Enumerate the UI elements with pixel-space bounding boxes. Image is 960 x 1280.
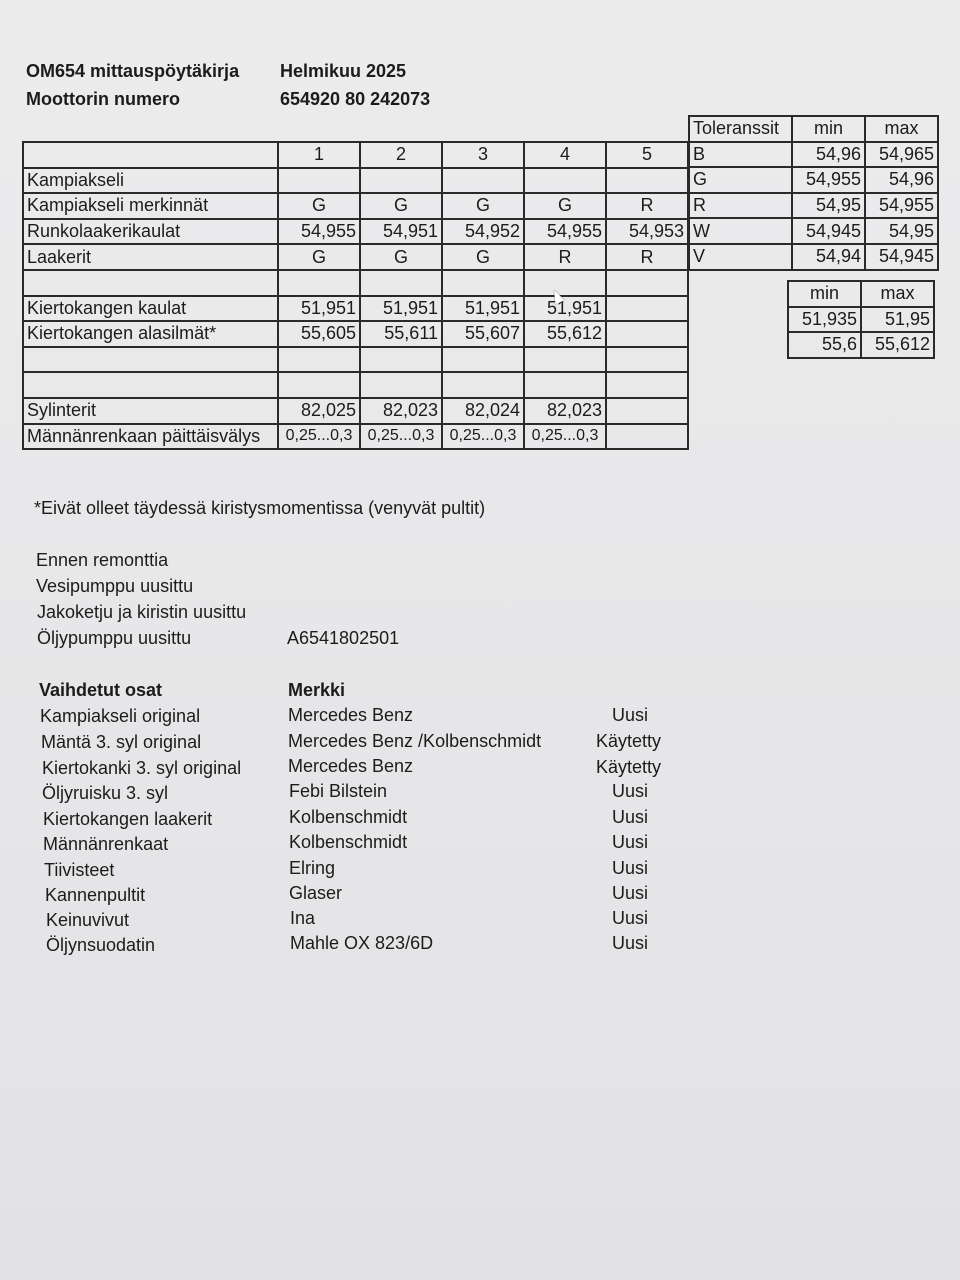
table-cell — [278, 270, 360, 296]
table-cell: 51,951 — [360, 296, 442, 322]
table-row — [23, 347, 688, 373]
column-header: Toleranssit — [689, 116, 792, 142]
row-label: Kampiakseli merkinnät — [23, 193, 278, 219]
table-row — [23, 193, 688, 219]
table-cell — [606, 372, 688, 398]
table-cell: 54,96 — [865, 167, 938, 193]
table-cell: R — [606, 244, 688, 270]
table-cell: 0,25...0,3 — [360, 424, 442, 450]
measurement-table — [22, 141, 689, 450]
table-cell — [606, 347, 688, 373]
table-cell — [442, 270, 524, 296]
part-status: Käytetty — [596, 731, 662, 751]
table-cell: 82,023 — [524, 398, 606, 424]
row-label — [23, 270, 278, 296]
table-cell — [524, 372, 606, 398]
table-row — [689, 244, 938, 270]
table-cell — [278, 168, 360, 194]
table-cell — [524, 270, 606, 296]
table-row — [689, 167, 938, 193]
table-row — [23, 296, 688, 322]
row-label: Sylinterit — [23, 398, 278, 424]
table-cell: 54,965 — [865, 142, 938, 168]
table-cell: 51,95 — [861, 307, 934, 333]
table-row — [23, 398, 688, 424]
table-header-row — [23, 142, 688, 168]
table-cell: G — [360, 244, 442, 270]
table-cell — [278, 372, 360, 398]
document-date: Helmikuu 2025 — [280, 61, 407, 81]
table-cell: 54,96 — [792, 142, 865, 168]
row-label: B — [689, 142, 792, 168]
table-cell: 51,951 — [524, 296, 606, 322]
table-cell: R — [524, 244, 606, 270]
engine-number-value: 654920 80 242073 — [280, 89, 431, 109]
table-cell: 51,935 — [788, 307, 861, 333]
column-header: 3 — [442, 142, 524, 168]
table-cell — [442, 372, 524, 398]
part-brand: Elring — [289, 858, 336, 878]
row-label: Laakerit — [23, 244, 278, 270]
row-label: Männänrenkaan päittäisvälys — [23, 424, 278, 450]
part-status: Uusi — [612, 832, 649, 852]
parts-header-brand: Merkki — [288, 680, 346, 700]
table-cell: 55,612 — [861, 332, 934, 358]
column-header: min — [792, 116, 865, 142]
table-row — [23, 424, 688, 450]
row-label: V — [689, 244, 792, 270]
table-cell: 55,6 — [788, 332, 861, 358]
table-cell: 55,611 — [360, 321, 442, 347]
part-name: Kampiakseli original — [40, 706, 201, 726]
table-cell: 54,955 — [524, 219, 606, 245]
part-name: Mäntä 3. syl original — [41, 732, 202, 752]
table-cell: 55,607 — [442, 321, 524, 347]
row-label: Kiertokangen kaulat — [23, 296, 278, 322]
part-status: Uusi — [612, 883, 649, 903]
column-header: 5 — [606, 142, 688, 168]
part-brand: Ina — [290, 908, 316, 928]
table-cell: 54,945 — [865, 244, 938, 270]
table-cell — [606, 270, 688, 296]
part-brand: Kolbenschmidt — [289, 807, 408, 827]
table-cell: 51,951 — [278, 296, 360, 322]
part-brand: Glaser — [289, 883, 343, 903]
table-cell: 82,024 — [442, 398, 524, 424]
table-cell: 54,953 — [606, 219, 688, 245]
row-label — [23, 347, 278, 373]
part-name: Öljyruisku 3. syl — [42, 783, 169, 803]
repair-line: Vesipumppu uusittu — [36, 576, 194, 596]
table-cell: 54,955 — [865, 193, 938, 219]
parts-header-part: Vaihdetut osat — [39, 680, 163, 700]
table-row — [23, 168, 688, 194]
row-label: Kampiakseli — [23, 168, 278, 194]
part-name: Tiivisteet — [44, 860, 115, 880]
part-brand: Kolbenschmidt — [289, 832, 408, 852]
table-cell — [360, 270, 442, 296]
table-header-row — [788, 281, 934, 307]
table-row — [689, 193, 938, 219]
part-brand: Mercedes Benz — [288, 705, 414, 725]
table-cell: G — [278, 193, 360, 219]
table-row — [23, 219, 688, 245]
table-corner-cell — [23, 142, 278, 168]
table-row — [788, 332, 934, 358]
rod-tolerance-table — [787, 280, 935, 359]
part-name: Männänrenkaat — [43, 834, 169, 854]
table-cell: 54,955 — [792, 167, 865, 193]
table-cell: 54,95 — [865, 218, 938, 244]
table-cell: 82,025 — [278, 398, 360, 424]
table-cell: 0,25...0,3 — [278, 424, 360, 450]
part-status: Uusi — [612, 908, 649, 928]
table-cell: 54,955 — [278, 219, 360, 245]
part-name: Kannenpultit — [45, 885, 146, 905]
repair-line: Ennen remonttia — [36, 550, 169, 570]
table-cell — [360, 168, 442, 194]
part-brand: Mercedes Benz /Kolbenschmidt — [288, 731, 542, 751]
row-label: R — [689, 193, 792, 219]
row-label: G — [689, 167, 792, 193]
table-cell: 54,945 — [792, 218, 865, 244]
table-cell — [278, 347, 360, 373]
table-cell: 0,25...0,3 — [442, 424, 524, 450]
table-cell — [360, 372, 442, 398]
footnote: *Eivät olleet täydessä kiristysmomentissa (venyvät pultit) — [34, 498, 486, 518]
document-title: OM654 mittauspöytäkirja — [26, 61, 240, 81]
table-cell — [360, 347, 442, 373]
part-status: Uusi — [612, 933, 649, 953]
table-row — [689, 218, 938, 244]
column-header: 1 — [278, 142, 360, 168]
table-cell — [606, 321, 688, 347]
row-label — [23, 372, 278, 398]
table-cell: G — [442, 193, 524, 219]
table-cell: 55,612 — [524, 321, 606, 347]
table-cell: G — [442, 244, 524, 270]
tolerance-table — [688, 115, 939, 271]
part-status: Käytetty — [596, 757, 662, 777]
table-cell: G — [278, 244, 360, 270]
table-cell: R — [606, 193, 688, 219]
table-row — [23, 321, 688, 347]
table-cell — [524, 347, 606, 373]
table-row — [788, 307, 934, 333]
part-status: Uusi — [612, 807, 649, 827]
row-label: Runkolaakerikaulat — [23, 219, 278, 245]
part-brand: Mercedes Benz — [288, 756, 414, 776]
column-header: max — [865, 116, 938, 142]
repair-line: Jakoketju ja kiristin uusittu — [37, 602, 247, 622]
table-cell: G — [524, 193, 606, 219]
engine-number-label: Moottorin numero — [26, 89, 180, 109]
part-brand: Febi Bilstein — [289, 781, 388, 801]
part-name: Keinuvivut — [46, 910, 130, 930]
table-cell: 54,951 — [360, 219, 442, 245]
column-header: 4 — [524, 142, 606, 168]
table-cell: 54,95 — [792, 193, 865, 219]
table-cell — [606, 424, 688, 450]
table-cell: 54,952 — [442, 219, 524, 245]
column-header: max — [861, 281, 934, 307]
part-status: Uusi — [612, 705, 649, 725]
table-cell — [606, 398, 688, 424]
part-name: Kiertokangen laakerit — [43, 809, 213, 829]
part-status: Uusi — [612, 781, 649, 801]
table-cell — [606, 296, 688, 322]
oil-pump-part-number: A6541802501 — [287, 628, 400, 648]
table-row — [23, 270, 688, 296]
part-name: Öljynsuodatin — [46, 935, 156, 955]
part-name: Kiertokanki 3. syl original — [42, 758, 242, 778]
table-cell: 51,951 — [442, 296, 524, 322]
table-row — [689, 142, 938, 168]
column-header: 2 — [360, 142, 442, 168]
table-cell: 0,25...0,3 — [524, 424, 606, 450]
repair-line: Öljypumppu uusittu — [37, 628, 192, 648]
table-row — [23, 372, 688, 398]
row-label: Kiertokangen alasilmät* — [23, 321, 278, 347]
table-cell: 82,023 — [360, 398, 442, 424]
table-row — [23, 244, 688, 270]
column-header: min — [788, 281, 861, 307]
table-cell — [606, 168, 688, 194]
table-cell: G — [360, 193, 442, 219]
table-cell: 54,94 — [792, 244, 865, 270]
table-cell — [442, 168, 524, 194]
table-cell — [524, 168, 606, 194]
table-header-row — [689, 116, 938, 142]
table-cell — [442, 347, 524, 373]
row-label: W — [689, 218, 792, 244]
table-cell: 55,605 — [278, 321, 360, 347]
part-brand: Mahle OX 823/6D — [290, 933, 434, 953]
part-status: Uusi — [612, 858, 649, 878]
